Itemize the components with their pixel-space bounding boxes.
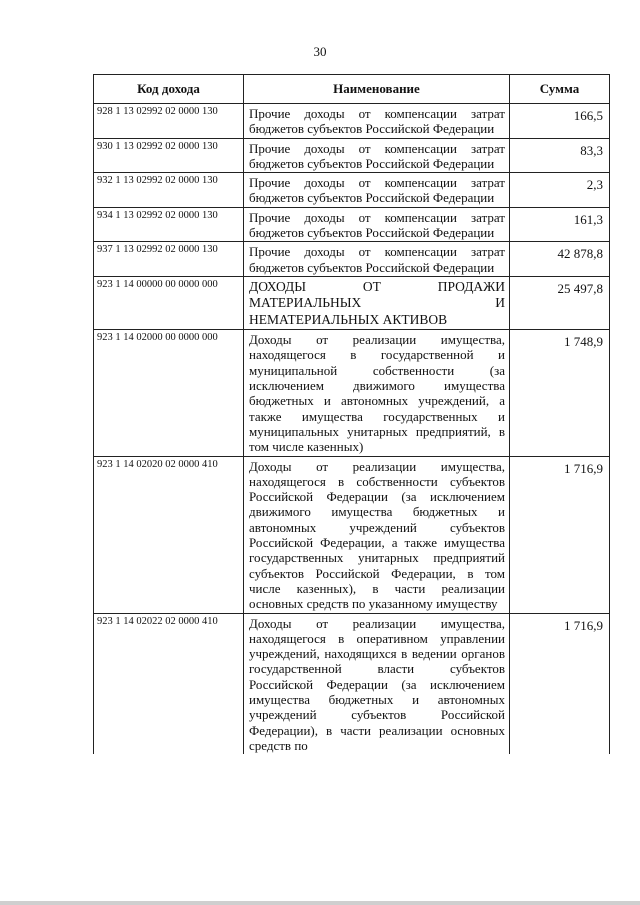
revenue-name: Прочие доходы от компенсации затрат бюджетов субъектов Российской Федерации <box>244 138 510 173</box>
revenue-sum: 161,3 <box>510 207 610 242</box>
revenue-sum: 2,3 <box>510 173 610 208</box>
page-number: 30 <box>313 44 327 59</box>
revenue-sum: 42 878,8 <box>510 242 610 277</box>
revenue-sum: 1 716,9 <box>510 456 610 613</box>
table-row <box>94 173 610 208</box>
table-row <box>94 276 610 329</box>
revenue-code: 932 1 13 02992 02 0000 130 <box>94 173 244 208</box>
revenue-name: Доходы от реализации имущества, находящегося в оперативном управлении учреждений, находящихся в ведении органов государственной власти субъектов Российской Федерации (за исключением имущества бюджетных и автономных учреждений субъектов Российской Федерации), в части реализации основных средств по <box>244 613 510 754</box>
revenue-code: 923 1 14 02000 00 0000 000 <box>94 330 244 456</box>
scan-edge <box>0 901 640 905</box>
table-row <box>94 138 610 173</box>
header-name: Наименование <box>244 75 510 104</box>
revenue-sum: 25 497,8 <box>510 276 610 329</box>
table-row <box>94 242 610 277</box>
header-sum: Сумма <box>510 75 610 104</box>
revenue-name: Прочие доходы от компенсации затрат бюджетов субъектов Российской Федерации <box>244 242 510 277</box>
revenue-name: Прочие доходы от компенсации затрат бюджетов субъектов Российской Федерации <box>244 207 510 242</box>
table-row <box>94 104 610 139</box>
revenue-sum: 83,3 <box>510 138 610 173</box>
table-row <box>94 613 610 754</box>
header-code: Код дохода <box>94 75 244 104</box>
table-row <box>94 456 610 613</box>
revenue-name: Прочие доходы от компенсации затрат бюджетов субъектов Российской Федерации <box>244 173 510 208</box>
revenue-name: ДОХОДЫ ОТ ПРОДАЖИ МАТЕРИАЛЬНЫХ И НЕМАТЕРИАЛЬНЫХ АКТИВОВ <box>244 276 510 329</box>
revenue-code: 923 1 14 02020 02 0000 410 <box>94 456 244 613</box>
table-row <box>94 330 610 456</box>
revenue-sum: 1 716,9 <box>510 613 610 754</box>
revenue-name: Доходы от реализации имущества, находящегося в государственной и муниципальной собственности (за исключением движимого имущества бюджетных и автономных учреждений, а также имущества государственных и муниципальных унитарных предприятий, в том числе казенных) <box>244 330 510 456</box>
revenue-table <box>93 74 610 754</box>
revenue-code: 923 1 14 00000 00 0000 000 <box>94 276 244 329</box>
revenue-sum: 166,5 <box>510 104 610 139</box>
table-header-row <box>94 75 610 104</box>
revenue-name: Прочие доходы от компенсации затрат бюджетов субъектов Российской Федерации <box>244 104 510 139</box>
revenue-code: 928 1 13 02992 02 0000 130 <box>94 104 244 139</box>
revenue-sum: 1 748,9 <box>510 330 610 456</box>
revenue-code: 923 1 14 02022 02 0000 410 <box>94 613 244 754</box>
revenue-name: Доходы от реализации имущества, находящегося в собственности субъектов Российской Федерации (за исключением движимого имущества бюджетных и автономных учреждений субъектов Российской Федерации, а также имущества государственных унитарных предприятий субъектов Российской Федерации, в том числе казенных), в части реализации основных средств по указанному имуществу <box>244 456 510 613</box>
table-row <box>94 207 610 242</box>
revenue-code: 937 1 13 02992 02 0000 130 <box>94 242 244 277</box>
revenue-code: 930 1 13 02992 02 0000 130 <box>94 138 244 173</box>
revenue-code: 934 1 13 02992 02 0000 130 <box>94 207 244 242</box>
